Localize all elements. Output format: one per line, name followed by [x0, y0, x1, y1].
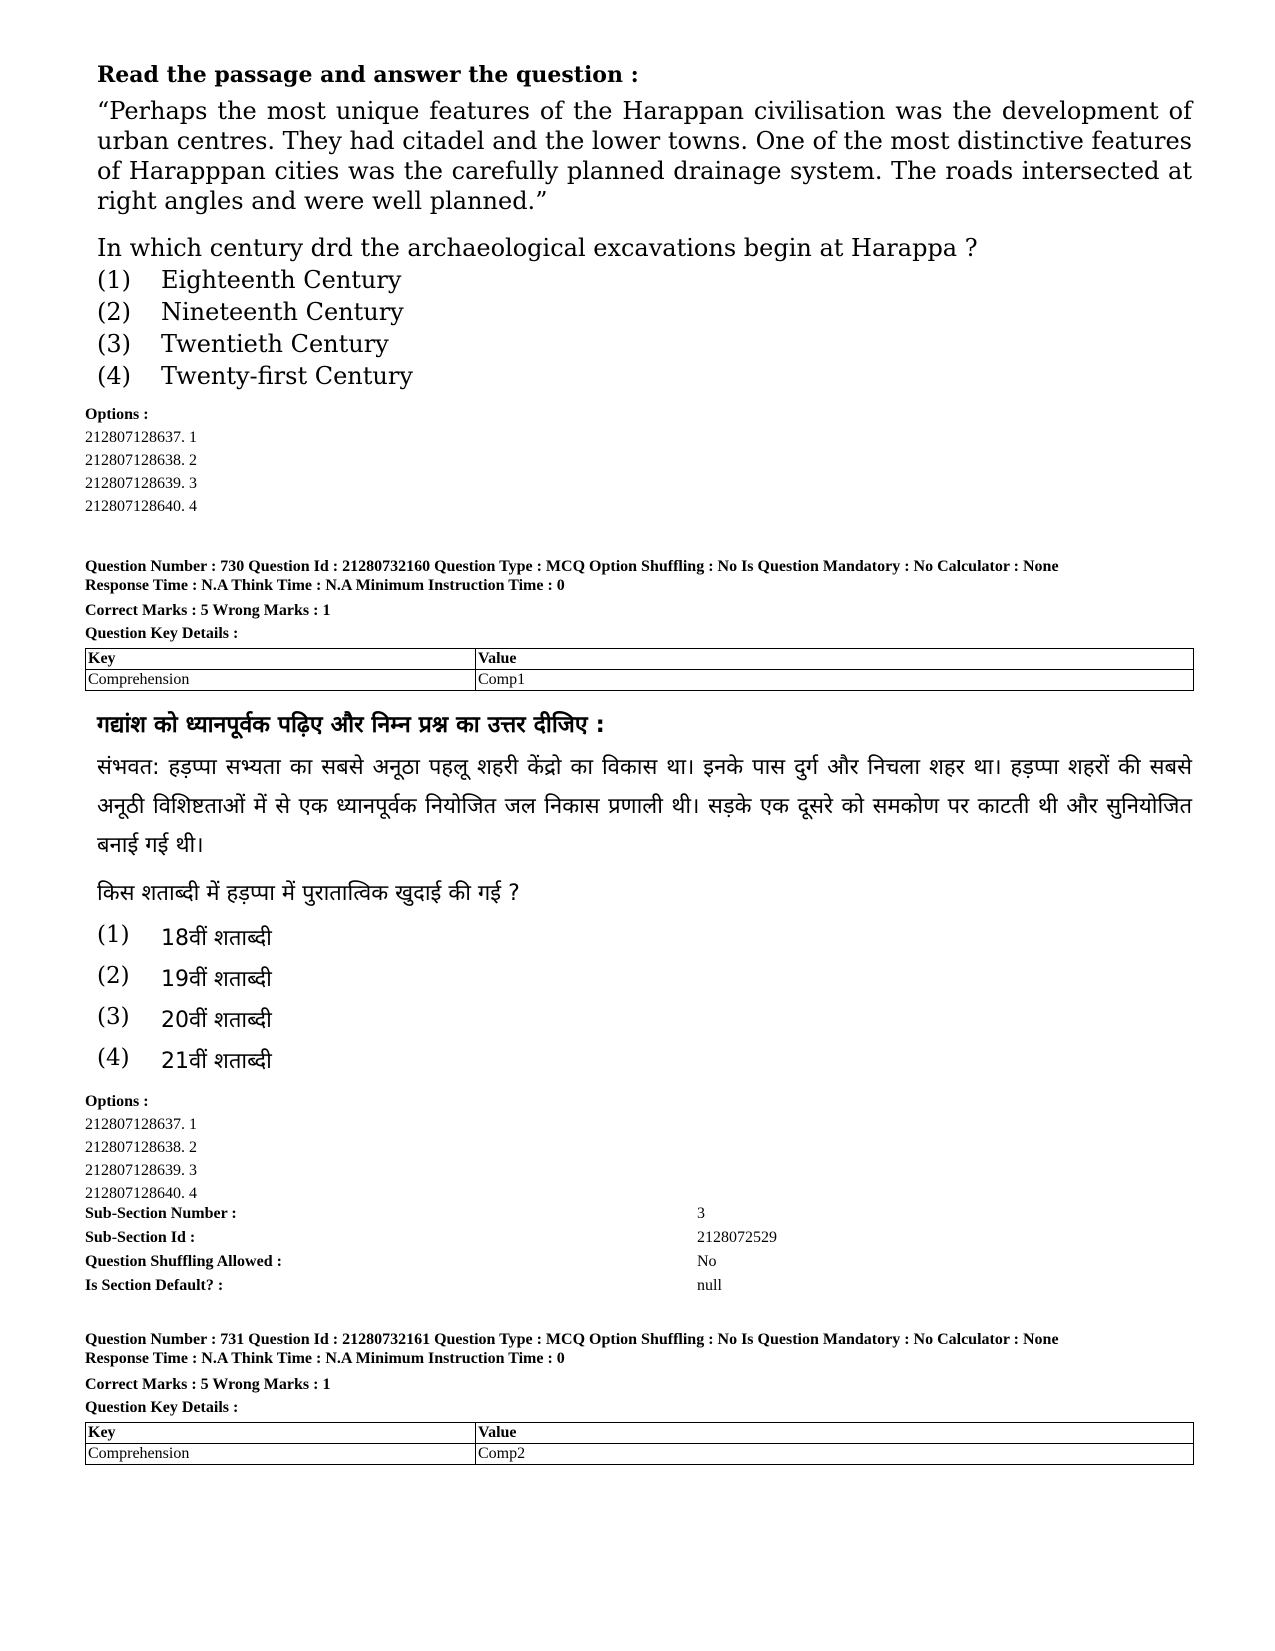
- english-passage: “Perhaps the most unique features of the Harappan civilisation was the development of urban centres. They had citadel and the lower towns. One of the most distinctive features of Harapppan cities was the carefully planned drainage system. The roads intersected at right angles and were well planned.”: [97, 97, 1192, 215]
- option-id: 212807128640. 4: [85, 1185, 197, 1202]
- english-question-heading: Read the passage and answer the question :: [97, 62, 639, 88]
- hindi-choice-3: [97, 1004, 272, 1034]
- choice-number: (2): [97, 963, 130, 989]
- section-default-value: null: [697, 1277, 722, 1294]
- q731-marks: Correct Marks : 5 Wrong Marks : 1: [85, 1376, 331, 1393]
- q730-key-table: [85, 648, 1194, 691]
- question-shuffling-label: Question Shuffling Allowed :: [85, 1253, 282, 1270]
- sub-section-id-value: 2128072529: [697, 1229, 777, 1246]
- option-id: 212807128638. 2: [85, 452, 197, 469]
- value-cell: Comp2: [476, 1444, 1194, 1465]
- choice-text: 21वीं शताब्दी: [161, 1049, 272, 1074]
- choice-text: Twentieth Century: [161, 330, 389, 358]
- q731-meta-line2: Response Time : N.A Think Time : N.A Minimum Instruction Time : 0: [85, 1350, 565, 1367]
- choice-number: (2): [97, 298, 131, 326]
- choice-text: 19वीं शताब्दी: [161, 967, 272, 992]
- q731-meta-line1: Question Number : 731 Question Id : 21280732161 Question Type : MCQ Option Shuffling : No Is Question Mandatory : No Calculator : None: [85, 1331, 1059, 1348]
- hindi-passage: संभवत: हड़प्पा सभ्यता का सबसे अनूठा पहलू शहरी केंद्रो का विकास था। इनके पास दुर्ग और निचला शहर था। हड़प्पा शहरों की सबसे अनूठी विशिष्टताओं में से एक ध्यानपूर्वक नियोजित जल निकास प्रणाली थी। सड़के एक दूसरे को समकोण पर काटती थी और सुनियोजित बनाई गई थी।: [97, 755, 1192, 858]
- choice-number: (1): [97, 922, 130, 948]
- option-id: 212807128639. 3: [85, 1162, 197, 1179]
- q730-marks: Correct Marks : 5 Wrong Marks : 1: [85, 602, 331, 619]
- hindi-choice-4: [97, 1045, 272, 1075]
- q730-meta-line2: Response Time : N.A Think Time : N.A Minimum Instruction Time : 0: [85, 577, 565, 594]
- table-header-row: [86, 1423, 1194, 1444]
- choice-text: Eighteenth Century: [161, 266, 402, 294]
- choice-text: 18वीं शताब्दी: [161, 926, 272, 951]
- option-id: 212807128640. 4: [85, 498, 197, 515]
- options-label: Options :: [85, 406, 149, 423]
- choice-number: (4): [97, 362, 131, 390]
- english-options-block: [85, 403, 197, 518]
- question-shuffling-value: No: [697, 1253, 717, 1270]
- key-cell: Comprehension: [86, 1444, 476, 1465]
- choice-text: 20वीं शताब्दी: [161, 1008, 272, 1033]
- choice-number: (4): [97, 1045, 130, 1071]
- hindi-choice-2: [97, 963, 272, 993]
- sub-section-id-label: Sub-Section Id :: [85, 1229, 196, 1246]
- option-id: 212807128638. 2: [85, 1139, 197, 1156]
- table-header-row: [86, 649, 1194, 670]
- options-label: Options :: [85, 1093, 149, 1110]
- q730-meta: [85, 557, 1059, 595]
- q731-key-table: [85, 1422, 1194, 1465]
- table-row: [86, 670, 1194, 691]
- key-cell: Comprehension: [86, 670, 476, 691]
- english-choice-2: [97, 298, 404, 326]
- option-id: 212807128637. 1: [85, 429, 197, 446]
- sub-section-number-label: Sub-Section Number :: [85, 1205, 237, 1222]
- english-choice-3: [97, 330, 389, 358]
- hindi-question-heading: गद्यांश को ध्यानपूर्वक पढ़िए और निम्न प्रश्न का उत्तर दीजिए :: [97, 712, 605, 738]
- value-cell: Comp1: [476, 670, 1194, 691]
- option-id: 212807128637. 1: [85, 1116, 197, 1133]
- choice-text: Twenty-first Century: [161, 362, 413, 390]
- english-choice-1: [97, 266, 401, 294]
- q731-key-details-label: Question Key Details :: [85, 1399, 239, 1416]
- english-question-stem: In which century drd the archaeological excavations begin at Harappa ?: [97, 234, 978, 262]
- key-header: Key: [86, 1423, 476, 1444]
- hindi-options-block: [85, 1090, 197, 1205]
- option-id: 212807128639. 3: [85, 475, 197, 492]
- table-row: [86, 1444, 1194, 1465]
- key-header: Key: [86, 649, 476, 670]
- choice-number: (1): [97, 266, 131, 294]
- english-choice-4: [97, 362, 413, 390]
- value-header: Value: [476, 1423, 1194, 1444]
- section-default-label: Is Section Default? :: [85, 1277, 224, 1294]
- hindi-question-stem: किस शताब्दी में हड़प्पा में पुरातात्विक खुदाई की गई ?: [97, 881, 520, 906]
- value-header: Value: [476, 649, 1194, 670]
- q731-meta: [85, 1330, 1059, 1368]
- q730-key-details-label: Question Key Details :: [85, 625, 239, 642]
- q730-meta-line1: Question Number : 730 Question Id : 21280732160 Question Type : MCQ Option Shuffling : No Is Question Mandatory : No Calculator : None: [85, 558, 1059, 575]
- choice-number: (3): [97, 330, 131, 358]
- hindi-choice-1: [97, 922, 272, 952]
- choice-text: Nineteenth Century: [161, 298, 404, 326]
- sub-section-number-value: 3: [697, 1205, 705, 1222]
- choice-number: (3): [97, 1004, 130, 1030]
